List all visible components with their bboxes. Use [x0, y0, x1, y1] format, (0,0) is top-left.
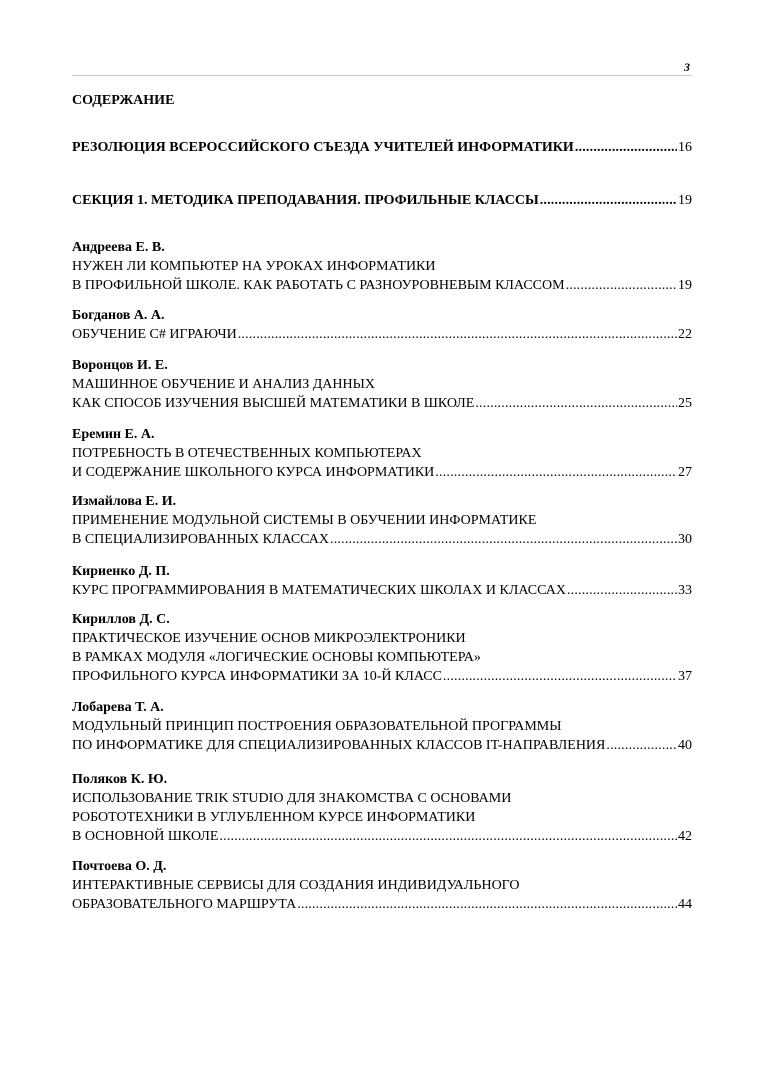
toc-entry-title-line[interactable]: [72, 581, 692, 600]
toc-entry-title-line: РОБОТОТЕХНИКИ В УГЛУБЛЕННОМ КУРСЕ ИНФОРМАТИКИ: [72, 810, 476, 825]
toc-entry-title-line: МАШИННОЕ ОБУЧЕНИЕ И АНАЛИЗ ДАННЫХ: [72, 377, 375, 392]
toc-entry-title-text: В СПЕЦИАЛИЗИРОВАННЫХ КЛАССАХ: [72, 532, 330, 547]
toc-entry-page-number: 25: [678, 396, 692, 411]
toc-entry-page-number: 37: [678, 669, 692, 684]
toc-section-1-page: 19: [678, 193, 692, 208]
toc-entry-title-text: В ПРОФИЛЬНОЙ ШКОЛЕ. КАК РАБОТАТЬ С РАЗНОУРОВНЕВЫМ КЛАССОМ: [72, 278, 565, 293]
page-number: 3: [684, 60, 690, 74]
toc-leader-dots: [606, 736, 677, 755]
toc-entry-title-line[interactable]: [72, 667, 692, 686]
toc-entry-author: Почтоева О. Д.: [72, 859, 167, 874]
toc-entry-title-line: ПРАКТИЧЕСКОЕ ИЗУЧЕНИЕ ОСНОВ МИКРОЭЛЕКТРОНИКИ: [72, 631, 466, 646]
toc-entry-title-line[interactable]: [72, 394, 692, 413]
toc-entry-title-text: ПО ИНФОРМАТИКЕ ДЛЯ СПЕЦИАЛИЗИРОВАННЫХ КЛАССОВ IT-НАПРАВЛЕНИЯ: [72, 738, 606, 753]
toc-leader-dots: [475, 394, 677, 413]
toc-entry-title-text: ОБУЧЕНИЕ C# ИГРАЮЧИ: [72, 327, 237, 342]
toc-resolution-page: 16: [678, 140, 692, 155]
toc-leader-dots: [219, 827, 677, 846]
toc-leader-dots: [330, 530, 677, 549]
toc-entry-title-line: ИНТЕРАКТИВНЫЕ СЕРВИСЫ ДЛЯ СОЗДАНИЯ ИНДИВИДУАЛЬНОГО: [72, 878, 520, 893]
toc-resolution[interactable]: [72, 138, 692, 157]
toc-leader-dots: [540, 191, 677, 210]
toc-entry-author: Кириенко Д. П.: [72, 564, 170, 579]
toc-entry-author: Измайлова Е. И.: [72, 494, 177, 509]
toc-entry-title-line: ПРИМЕНЕНИЕ МОДУЛЬНОЙ СИСТЕМЫ В ОБУЧЕНИИ ИНФОРМАТИКЕ: [72, 513, 537, 528]
toc-entry-author: Лобарева Т. А.: [72, 700, 164, 715]
toc-entry-page-number: 40: [678, 738, 692, 753]
toc-entry-title-line: НУЖЕН ЛИ КОМПЬЮТЕР НА УРОКАХ ИНФОРМАТИКИ: [72, 259, 436, 274]
toc-entry-title-text: ПРОФИЛЬНОГО КУРСА ИНФОРМАТИКИ ЗА 10-Й КЛАСС: [72, 669, 442, 684]
toc-entry-page-number: 33: [678, 583, 692, 598]
toc-leader-dots: [575, 138, 677, 157]
toc-entry-author: Андреева Е. В.: [72, 240, 165, 255]
toc-leader-dots: [297, 895, 677, 914]
toc-entry-title-line: ИСПОЛЬЗОВАНИЕ TRIK STUDIO ДЛЯ ЗНАКОМСТВА С ОСНОВАМИ: [72, 791, 512, 806]
toc-heading: СОДЕРЖАНИЕ: [72, 93, 175, 108]
toc-leader-dots: [435, 463, 677, 482]
toc-entry-title-text: ОБРАЗОВАТЕЛЬНОГО МАРШРУТА: [72, 897, 297, 912]
toc-entry-page-number: 44: [678, 897, 692, 912]
toc-leader-dots: [443, 667, 677, 686]
toc-entry-title-line[interactable]: [72, 827, 692, 846]
toc-entry-author: Поляков К. Ю.: [72, 772, 168, 787]
toc-leader-dots: [566, 276, 677, 295]
toc-entry-author: Еремин Е. А.: [72, 427, 155, 442]
toc-entry-title-text: КУРС ПРОГРАММИРОВАНИЯ В МАТЕМАТИЧЕСКИХ ШКОЛАХ И КЛАССАХ: [72, 583, 566, 598]
toc-entry-page-number: 27: [678, 465, 692, 480]
toc-entry-title-text: В ОСНОВНОЙ ШКОЛЕ: [72, 829, 219, 844]
toc-entry-title-line[interactable]: [72, 736, 692, 755]
toc-leader-dots: [238, 325, 677, 344]
toc-entry-title-text: КАК СПОСОБ ИЗУЧЕНИЯ ВЫСШЕЙ МАТЕМАТИКИ В ШКОЛЕ: [72, 396, 475, 411]
toc-entry-author: Кириллов Д. С.: [72, 612, 170, 627]
toc-entry-title-line: ПОТРЕБНОСТЬ В ОТЕЧЕСТВЕННЫХ КОМПЬЮТЕРАХ: [72, 446, 422, 461]
header-rule: [72, 75, 692, 76]
toc-entry-page-number: 22: [678, 327, 692, 342]
toc-section-1[interactable]: [72, 191, 692, 210]
toc-entry-title-line: В РАМКАХ МОДУЛЯ «ЛОГИЧЕСКИЕ ОСНОВЫ КОМПЬЮТЕРА»: [72, 650, 481, 665]
toc-entry-author: Воронцов И. Е.: [72, 358, 168, 373]
toc-entry-title-line[interactable]: [72, 530, 692, 549]
toc-entry-title-line[interactable]: [72, 276, 692, 295]
toc-section-1-title: СЕКЦИЯ 1. МЕТОДИКА ПРЕПОДАВАНИЯ. ПРОФИЛЬНЫЕ КЛАССЫ: [72, 193, 539, 208]
toc-entry-author: Богданов А. А.: [72, 308, 165, 323]
toc-entry-page-number: 19: [678, 278, 692, 293]
toc-leader-dots: [567, 581, 677, 600]
toc-entry-page-number: 42: [678, 829, 692, 844]
toc-resolution-title: РЕЗОЛЮЦИЯ ВСЕРОССИЙСКОГО СЪЕЗДА УЧИТЕЛЕЙ ИНФОРМАТИКИ: [72, 140, 574, 155]
document-page: [72, 0, 692, 1080]
toc-entry-title-text: И СОДЕРЖАНИЕ ШКОЛЬНОГО КУРСА ИНФОРМАТИКИ: [72, 465, 435, 480]
toc-entry-title-line[interactable]: [72, 895, 692, 914]
toc-entry-title-line[interactable]: [72, 325, 692, 344]
toc-entry-title-line[interactable]: [72, 463, 692, 482]
toc-entry-title-line: МОДУЛЬНЫЙ ПРИНЦИП ПОСТРОЕНИЯ ОБРАЗОВАТЕЛЬНОЙ ПРОГРАММЫ: [72, 719, 562, 734]
toc-entry-page-number: 30: [678, 532, 692, 547]
